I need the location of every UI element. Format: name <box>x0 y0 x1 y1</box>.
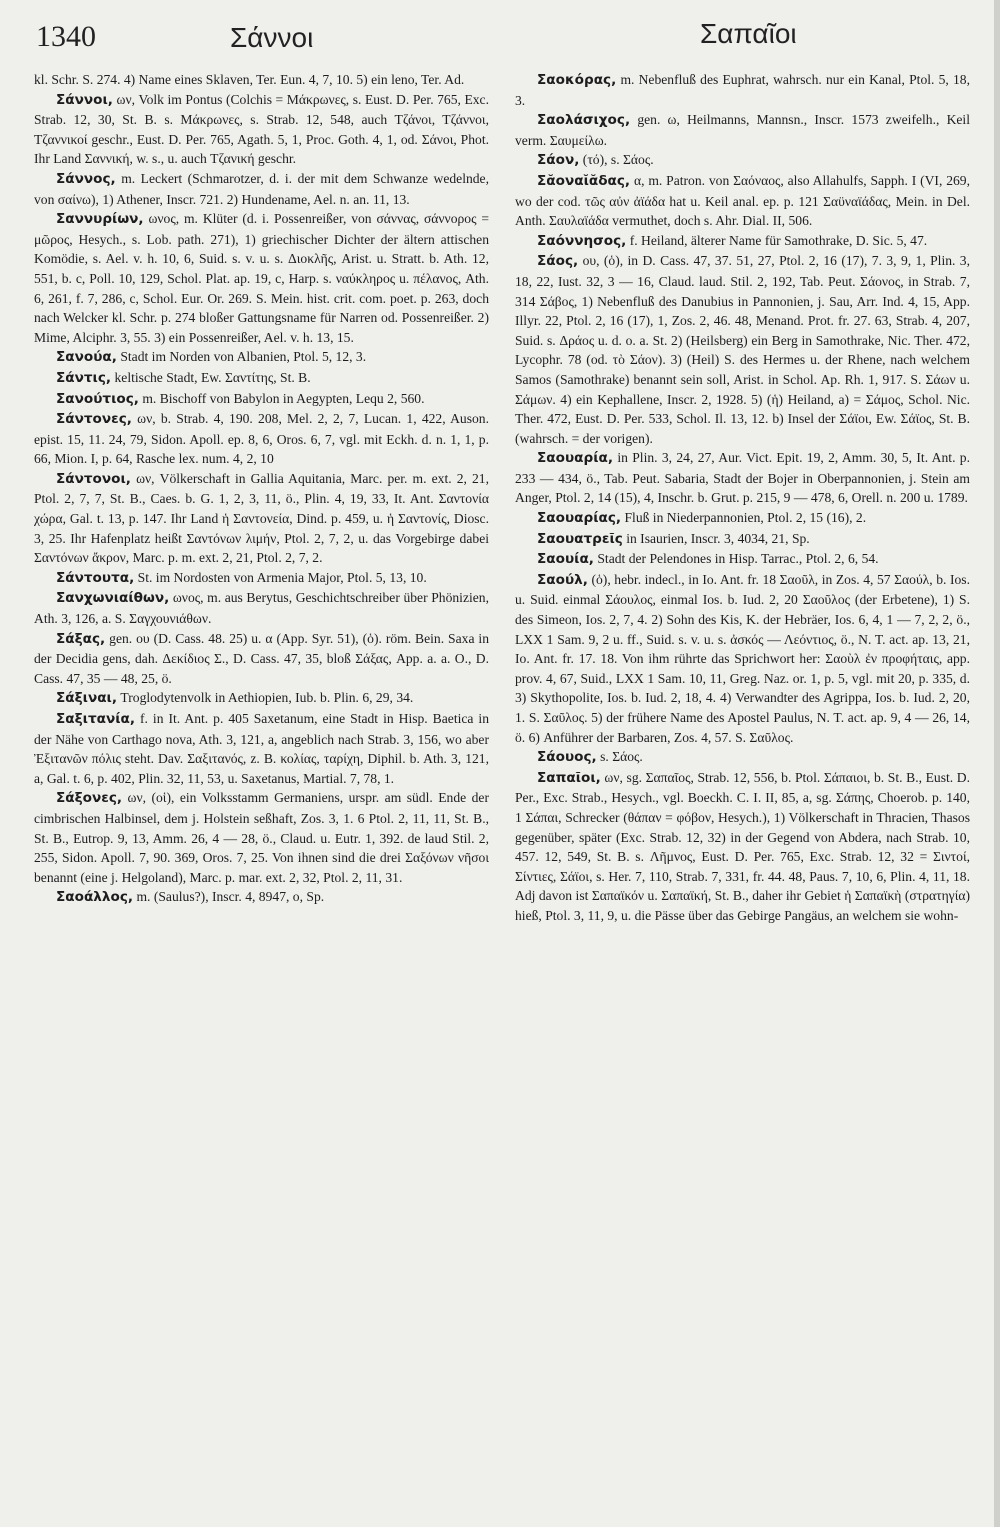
entry-text: s. Σάος. <box>596 749 643 765</box>
entry-text: f. in It. Ant. p. 405 Saxetanum, eine Stadt in Hisp. Baetica in der Nähe von Carthago nova, Ath. 3, 121, a, angeblich nach Strab. 3, 156, wo aber Ἐξιτανῶν πόλις steht. Dav. Σαξιτανός, z. B. κολίας, ταρίχη, Diphil. b. Ath. 3, 121, a, Gal. t. 6, p. 402, Plin. 32, 11, 53, u. Saxetanus, Martial. 7, 78, 1. <box>34 711 489 786</box>
dictionary-entry <box>34 788 489 887</box>
dictionary-entry <box>515 150 970 171</box>
entry-headword: Σανούτιος, <box>56 390 139 407</box>
entry-headword: Σαοκόρας, <box>537 72 617 88</box>
dictionary-entry <box>34 629 489 689</box>
dictionary-entry <box>515 110 970 150</box>
dictionary-entry <box>34 347 489 368</box>
running-head-right: Σαπαῖοι <box>700 18 797 49</box>
entry-headword: Σαουατρεῖς <box>537 530 623 547</box>
dictionary-entry <box>34 90 489 169</box>
entry-headword: Σάννος, <box>56 170 116 187</box>
entry-text: Stadt im Norden von Albanien, Ptol. 5, 12, 3. <box>116 349 367 365</box>
entry-text: m. Leckert (Schmarotzer, d. i. der mit dem Schwanze wedelnde, von σαίνω), 1) Athener, Inscr. 721. 2) Hundename, Ael. n. an. 11, 13. <box>34 170 489 207</box>
entry-headword: Σαόννησος, <box>537 232 627 249</box>
entry-text: ων, Volk im Pontus (Colchis = Μάκρωνες, s. Eust. D. Per. 765, Exc. Strab. 12, 30, St. B. s. Μάκρωνες, s. Strab. 12, 548, auch Τζάνοι, Τζάννοι, Τζαννικοί geschr., Eust. D. Per. 765, Agath. 5, 1, Proc. Goth. 4, 1, od. Σάνοι, Phot. Ihr Land Σαννική, w. s., u. auch Τζανική geschr. <box>34 91 489 167</box>
entry-text: m. Bischoff von Babylon in Aegypten, Lequ 2, 560. <box>138 390 425 406</box>
entry-text: kl. Schr. S. 274. 4) Name eines Sklaven, Ter. Eun. 4, 7, 10. 5) ein leno, Ter. Ad. <box>34 72 465 87</box>
entry-text: m. (Saulus?), Inscr. 4, 8947, o, Sp. <box>133 889 325 905</box>
entry-headword: Σάον, <box>537 152 580 169</box>
entry-text: ωνος, m. Klüter (d. i. Possenreißer, von σάννας, σάννορος = μῶρος, Hesych., s. Lob. path. 271), 1) griechischer Dichter der ältern attischen Komödie, s. Ael. v. h. 10, 6, Suid. s. v. u. s. Διοκλῆς, Arist. u. Stratt. b. Ath. 12, 551, b. c, Poll. 10, 129, Schol. Plat. ap. 19, c, Harp. s. ναύκληρος u. πέλανος, Ath. 6, 261, f. 7, 286, c, Schol. Eur. Or. 269. S. Mein. hist. crit. com. poet. p. 263, doch nach Welcker kl. Schr. p. 274 bloßer Gattungsname für Narren od. Possenreißer. 2) Mime, Alciphr. 3, 55. 3) ein Possenreißer, Ael. v. h. 13, 15. <box>34 211 489 345</box>
dictionary-entry <box>515 448 970 508</box>
entry-text: Stadt der Pelendones in Hisp. Tarrac., Ptol. 2, 6, 54. <box>593 551 879 567</box>
dictionary-entry <box>515 251 970 448</box>
dictionary-entry <box>515 549 970 570</box>
dictionary-entry <box>515 529 970 550</box>
dictionary-entry <box>34 588 489 628</box>
dictionary-entry <box>515 171 970 231</box>
entry-text: ων, (οἱ), ein Volksstamm Germaniens, urspr. am südl. Ende der cimbrischen Halbinsel, dem j. Holstein seßhaft, Zos. 3, 1. 6 Ptol. 2, 11, 11, St. B., St. B., Eutrop. 9, 13, Amm. 26, 4 — 28, ö., Claud. u. Eutr. 1, 392. de laud Stil. 2, 255, Sidon. Apoll. 7, 90. 369, Oros. 7, 25. Von ihnen sind die drei Σαξόνων νῆσοι benannt (eine j. Helgoland), Marc. p. mar. ext. 2, 32, Ptol. 2, 11, 31. <box>34 790 489 885</box>
entry-headword: Σαξιτανία, <box>56 711 136 727</box>
dictionary-entry <box>34 688 489 709</box>
entry-headword: Σαπαῖοι, <box>537 769 601 786</box>
entry-headword: Σαολάσιχος, <box>537 112 631 129</box>
dictionary-entry <box>515 768 970 926</box>
entry-headword: Σάντονες, <box>56 411 132 428</box>
entry-headword: Σάντις, <box>56 369 112 386</box>
entry-headword: Σάουος, <box>537 749 597 766</box>
entry-headword: Σανούα, <box>56 349 117 366</box>
entry-headword: Σάντονοι, <box>56 470 131 487</box>
right-column <box>515 70 970 926</box>
entry-headword: Σάξας, <box>56 630 106 647</box>
page-number: 1340 <box>36 20 96 53</box>
entry-headword: Σαουία, <box>537 551 594 568</box>
dictionary-entry <box>515 231 970 252</box>
entry-headword: Σάξονες, <box>56 790 123 807</box>
dictionary-entry <box>34 409 489 469</box>
dictionary-entry <box>34 568 489 589</box>
entry-text: St. im Nordosten von Armenia Major, Ptol. 5, 13, 10. <box>134 569 427 585</box>
dictionary-entry <box>34 709 489 788</box>
dictionary-entry <box>515 570 970 747</box>
entry-headword: Σάος, <box>537 253 579 270</box>
dictionary-entry <box>515 747 970 768</box>
entry-headword: Σάντουτα, <box>56 569 135 586</box>
entry-headword: Σάξιναι, <box>56 690 118 707</box>
entry-text: in Isaurien, Inscr. 3, 4034, 21, Sp. <box>622 530 810 546</box>
running-head-left: Σάννοι <box>230 22 314 53</box>
entry-text: keltische Stadt, Ew. Σαντίτης, St. B. <box>111 369 311 385</box>
entry-text: (τό), s. Σάος. <box>579 152 654 168</box>
entry-text: gen. ου (D. Cass. 48. 25) u. α (App. Syr. 51), (ὁ). röm. Bein. Saxa in der Decidia gens, dah. Δεκίδιος Σ., D. Cass. 47, 35, bloß Σάξας, App. a. a. O., D. Cass. 47, 35 — 48, 25, ö. <box>34 630 489 686</box>
dictionary-entry <box>34 368 489 389</box>
entry-headword: Σαουαρίας, <box>537 510 622 527</box>
dictionary-entry <box>34 389 489 410</box>
entry-headword: Σάννοι, <box>56 91 113 108</box>
entry-text: ων, b. Strab. 4, 190. 208, Mel. 2, 2, 7, Lucan. 1, 422, Auson. epist. 15, 11. 24, 79, Sidon. Apoll. ep. 8, 6, Oros. 6, 7, vgl. mit Eckh. d. n. 1, 1, p. 66, Mion. I, p. 64, Rasche lex. num. 4, 2, 10 <box>34 411 489 467</box>
entry-text: gen. ω, Heilmanns, Mannsn., Inscr. 1573 zweifelh., Keil verm. Σαυμείλω. <box>515 112 970 148</box>
entry-text: (ὁ), hebr. indecl., in Io. Ant. fr. 18 Σαοῦλ, in Zos. 4, 57 Σαούλ, b. Ios. u. Suid. einmal Σάουλος, einmal Ios. b. Iud. 2, 20 Σαοῦλος (der Erbetene), 1) S. des Simeon, Ios. 2, 7, 4. 2) Sohn des Kis, K. der Hebräer, Ios. 6, 4, 1 — 7, 2, 2, ö., LXX 1 Sam. 9, 2 u. ff., Suid. s. v. u. s. ἀσκός — Λεόντιος, ö., N. T. act. ap. 13, 21, Io. Ant. fr. 17. 18. Von ihm rührte das Sprichwort her: Σαοὺλ ἐν προφήταις, app. prov. 4, 67, Suid., LXX 1 Sam. 10, 11, Greg. Naz. or. 1, p. 5, vgl. mit 20, p. 335, d. 3) Skythopolite, Ios. b. Iud. 2, 18, 4. 4) Verwandter des Agrippa, Ios. b. Iud. 2, 20, 1. S. Σαῦλος. 5) der frühere Name des Apostel Paulus, N. T. act. ap. 9, 4 — 26, 14, ö. 6) Anführer der Barbaren, Zos. 4, 57. S. Σαῦλος. <box>515 571 970 745</box>
entry-headword: Σᾰοναῐᾰδας, <box>537 172 631 189</box>
entry-headword: Σανχωνιαίθων, <box>56 590 170 607</box>
entry-headword: Σαννυρίων, <box>56 211 144 228</box>
entry-text: ου, (ὁ), in D. Cass. 47, 37. 51, 27, Ptol. 2, 16 (17), 7. 3, 9, 1, Plin. 3, 18, 22, Iust. 32, 3 — 16, Claud. laud. Stil. 2, 192, Tab. Peut. Σάονος, in Strab. 7, 314 Σάβος, 1) Nebenfluß des Danubius in Pannonien, j. Sau, Arr. Ind. 4, 15, App. Illyr. 22, Ptol. 2, 16 (17), 1, Zos. 2, 46. 48, Menand. Prot. fr. 27. 63, Strab. 4, 207, Suid. s. Δράος u. d. o. a. St. 2) (Heilsberg) ein Berg in Samothrake, Nic. Ther. 472, Lycophr. 78 (od. τὸ Σάον). 3) (Heil) S. des Hermes u. der Rhene, nach welchem Samos (Samothrake) benannt sein soll, Arist. in Schol. Ap. Rh. 1, 917. S. Σάων u. Σάμων. 4) ein Kephallene, Inscr. 2, 1928. 5) (ἡ) Heiland, a) = Σάμος, Schol. Nic. Ther. 472, Eust. D. Per. 533, Schol. Il. 13, 12. b) Insel der Σάϊοι, Ew. Σάϊος, St. B. (wahrsch. = der vorigen). <box>515 253 970 446</box>
entry-text: α, m. Patron. von Σαόναος, also Allahulfs, Sapph. I (VI, 269, wo der cod. τῶς αὐν ἀϊάδα hat u. Keil anal. ep. p. 121 Σαϋναϊάδας, Mein. in Del. Anth. Σαυλαϊάδα vermuthet, doch s. Ahr. Dial. II, 506. <box>515 172 970 229</box>
dictionary-entry <box>34 469 489 568</box>
entry-text: f. Heiland, älterer Name für Samothrake, D. Sic. 5, 47. <box>626 232 928 248</box>
dictionary-entry <box>515 508 970 529</box>
dictionary-entry <box>515 70 970 110</box>
entry-text: ων, Völkerschaft in Gallia Aquitania, Marc. per. m. ext. 2, 21, Ptol. 2, 7, 7, St. B., Caes. b. G. 1, 2, 3, 11, ö., Plin. 4, 19, 33, It. Ant. Σαντονία χώρα, Gal. t. 13, p. 147. Ihr Land ἡ Σαντονεία, Dind. p. 459, u. ἡ Σαντονίς, Diosc. 3, 25. Ihr Hafenplatz heißt Σαντόνων λιμήν, Ptol. 2, 7, 2, u. das Vorgebirge dabei Σαντόνων ἄκρον, Marc. p. m. ext. 2, 21, Ptol. 2, 7, 2. <box>34 470 489 566</box>
dictionary-entry <box>34 887 489 908</box>
entry-text: Troglodytenvolk in Aethiopien, Iub. b. Plin. 6, 29, 34. <box>117 690 414 706</box>
dictionary-entry <box>34 70 489 90</box>
left-column <box>34 70 489 908</box>
entry-headword: Σαουαρία, <box>537 450 614 467</box>
entry-text: Fluß in Niederpannonien, Ptol. 2, 15 (16), 2. <box>621 510 867 526</box>
entry-text: in Plin. 3, 24, 27, Aur. Vict. Epit. 19, 2, Amm. 30, 5, It. Ant. p. 233 — 434, ö., Tab. Peut. Sabaria, Stadt der Bojer in Oberpannonien, j. Stein am Anger, Ptol. 2, 14 (15), 4, Inschr. b. Grut. p. 215, 9 — 478, 6, Orell. n. 200 u. 1789. <box>515 450 970 506</box>
entry-text: m. Nebenfluß des Euphrat, wahrsch. nur ein Kanal, Ptol. 5, 18, 3. <box>515 72 970 108</box>
entry-headword: Σαοάλλος, <box>56 889 134 906</box>
page-edge <box>994 0 1000 1527</box>
dictionary-entry <box>34 169 489 209</box>
dictionary-entry <box>34 209 489 347</box>
entry-headword: Σαούλ, <box>537 571 588 588</box>
entry-text: ωνος, m. aus Berytus, Geschichtschreiber über Phönizien, Ath. 3, 126, a. S. Σαγχουνιάθων. <box>34 590 489 627</box>
entry-text: ων, sg. Σαπαῖος, Strab. 12, 556, b. Ptol. Σάπαιοι, b. St. B., Eust. D. Per., Exc. Strab., Hesych., vgl. Boeckh. C. I. II, 85, a, sg. Σάπης, Choerob. p. 140, 1 Σάπαι, Schrecker (θάπαν = φόβον, Hesych.), 1) Völkerschaft in Thracien, Thasos gegenüber, später (Exc. Strab. 12, 32) in der Gegend von Abdera, nach Strab. 10, 457. 12, 549, St. B. s. Λῆμνος, Eust. D. Per. 765, Exc. Strab. 12, 32 = Σιντοί, Σίντιες, Σάϊοι, s. Her. 7, 110, Strab. 7, 331, fr. 44. 48, Paus. 7, 10, 6, Plin. 4, 11, 18. Adj davon ist Σαπαϊκόν u. Σαπαϊκή, St. B., daher ihr Gebiet ἡ Σαπαϊκὴ (στρατηγία) hieß, Ptol. 3, 11, 9, u. die Pässe über das Gebirge Pangäus, an welchem sie wohn- <box>515 769 970 923</box>
